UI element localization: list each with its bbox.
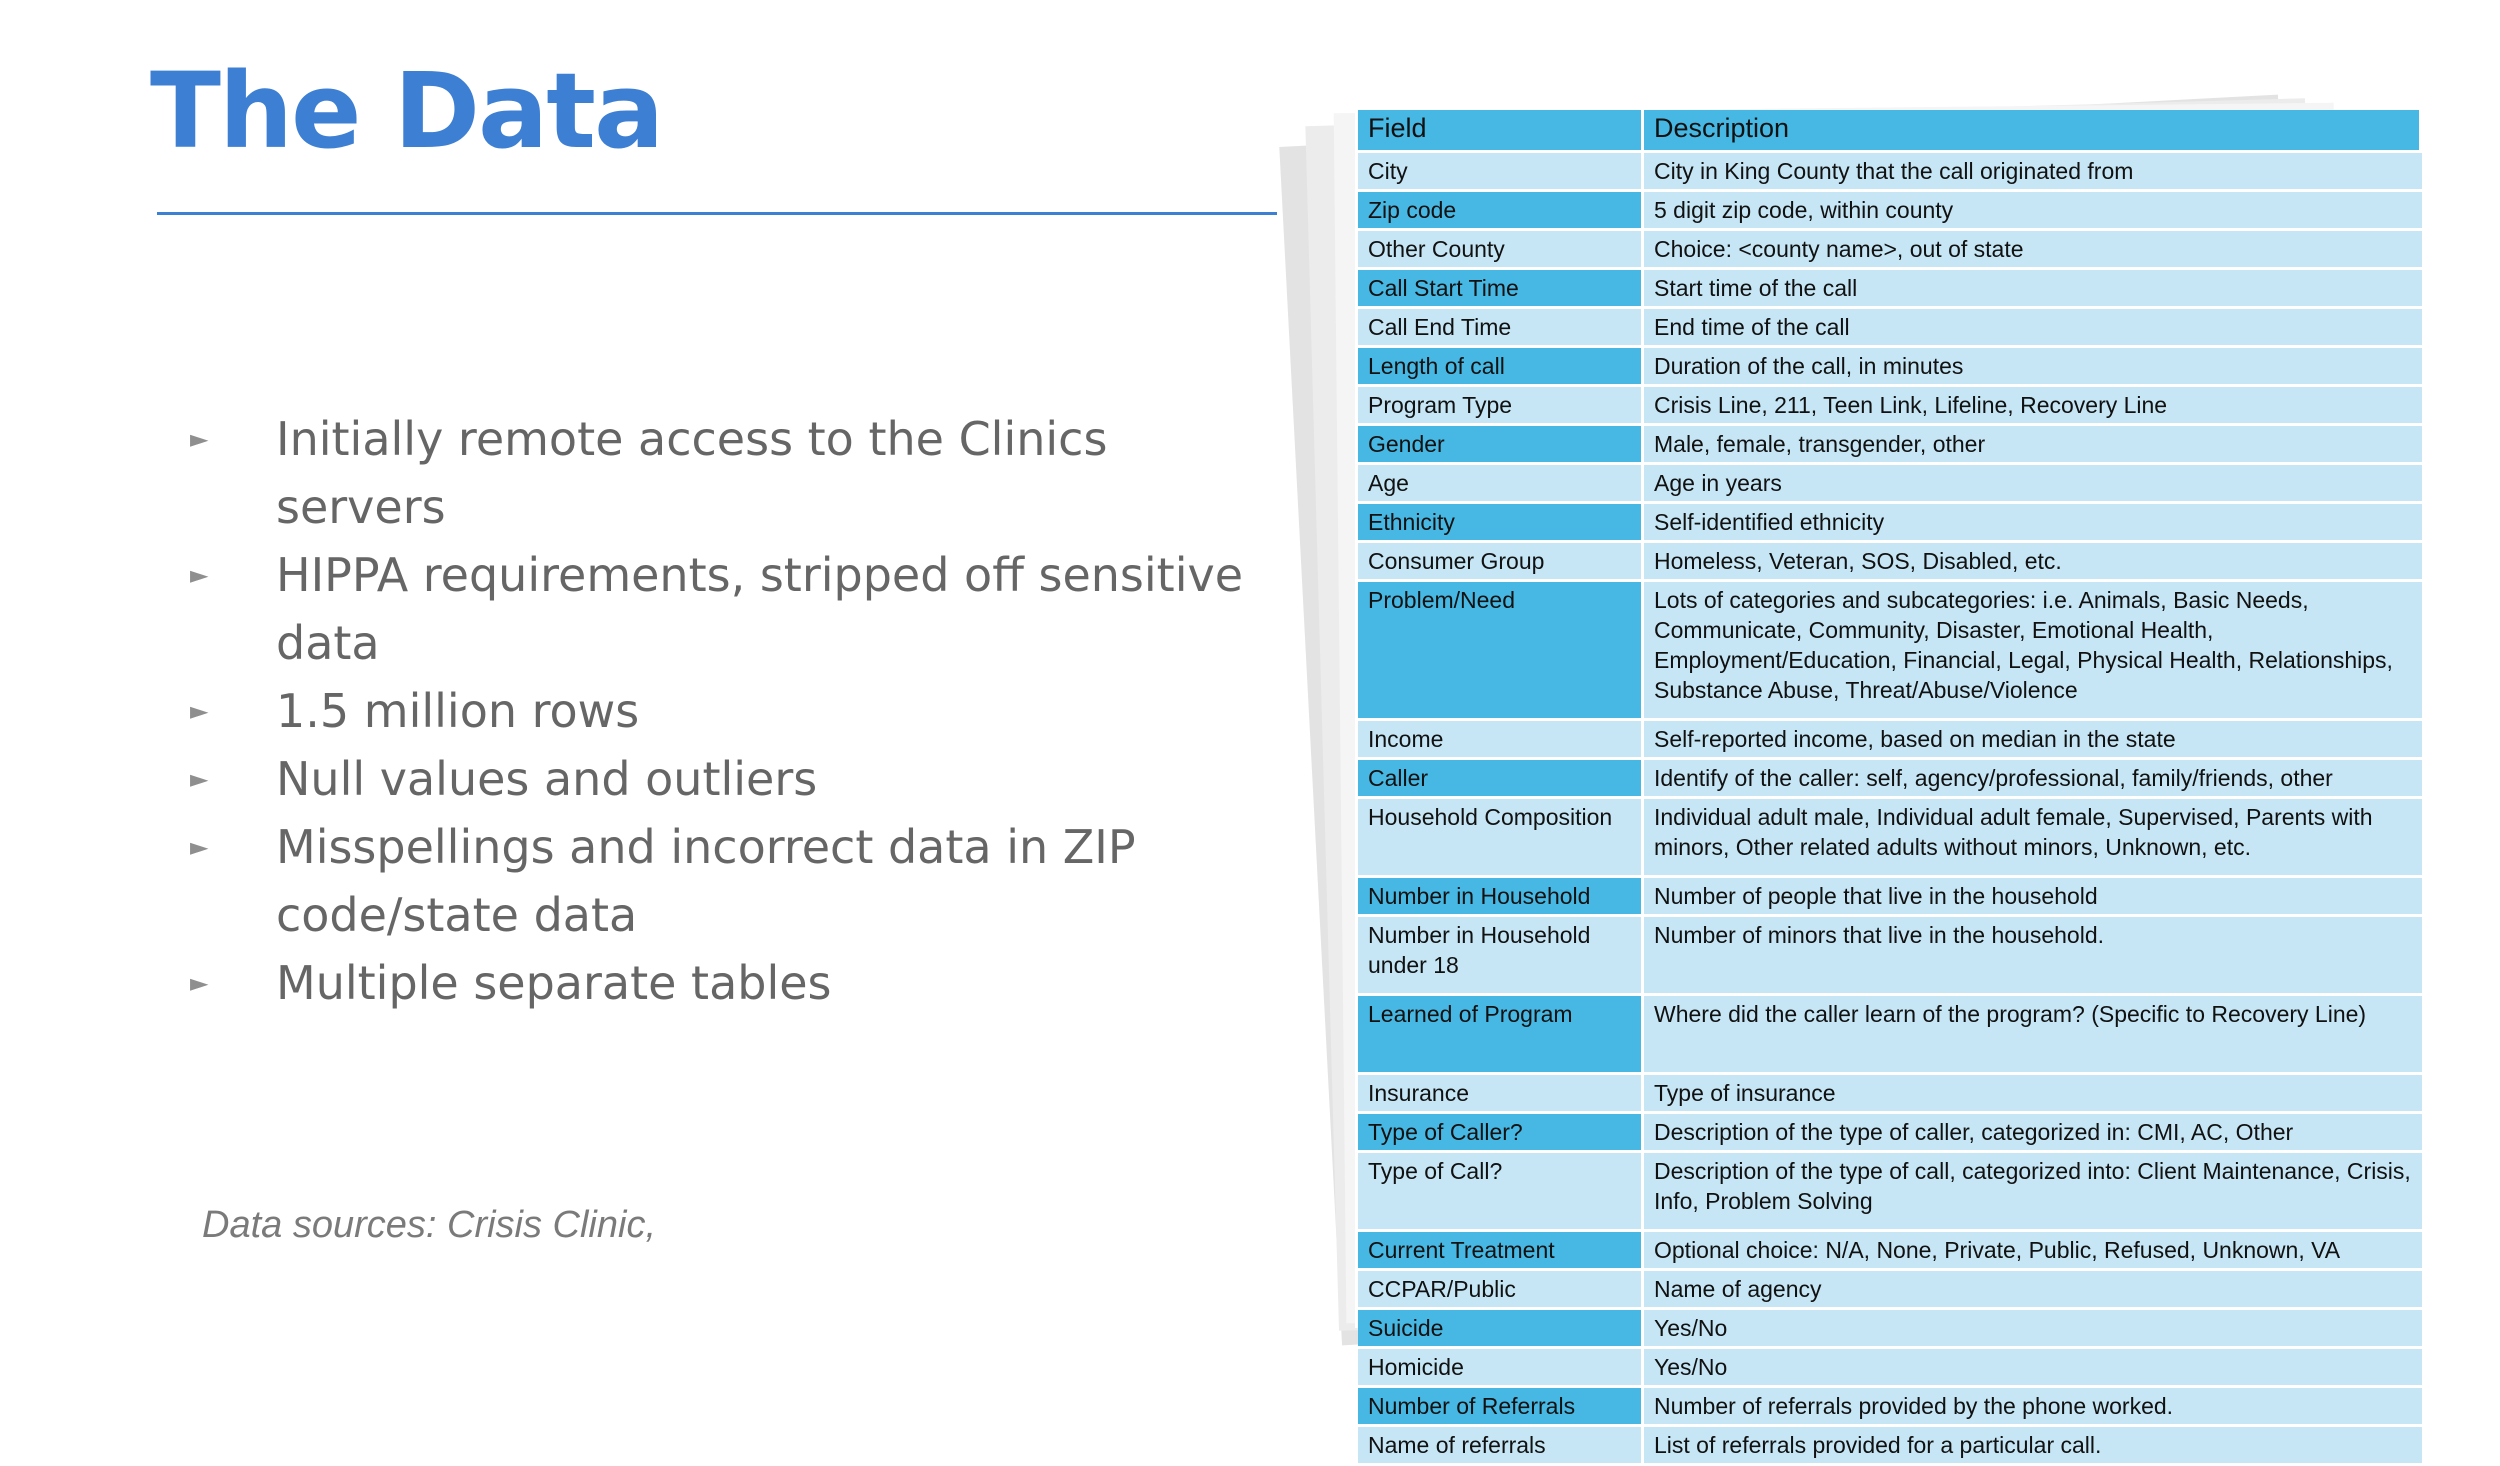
table-row bbox=[1358, 996, 2422, 1075]
table-row bbox=[1358, 543, 2422, 582]
field-name-cell: Income bbox=[1358, 721, 1644, 760]
field-name-cell: Number in Household bbox=[1358, 878, 1644, 917]
table-row bbox=[1358, 1349, 2422, 1388]
table-row bbox=[1358, 309, 2422, 348]
table-row bbox=[1358, 760, 2422, 799]
bullet-item: ► 1.5 million rows bbox=[190, 677, 1250, 745]
triangle-bullet-icon: ► bbox=[190, 561, 209, 589]
table-row bbox=[1358, 582, 2422, 721]
triangle-bullet-icon: ► bbox=[190, 425, 209, 453]
field-name-cell: Current Treatment bbox=[1358, 1232, 1644, 1271]
field-name-cell: Ethnicity bbox=[1358, 504, 1644, 543]
field-name-cell: Age bbox=[1358, 465, 1644, 504]
table-row bbox=[1358, 1427, 2422, 1466]
field-name-cell: City bbox=[1358, 153, 1644, 192]
field-description-cell: Lots of categories and subcategories: i.e. Animals, Basic Needs, Communicate, Community, Disaster, Emotional Health, Employment/Education, Financial, Legal, Physical Health, Relationships, Substance Abuse, Threat/Abuse/Violence bbox=[1644, 582, 2422, 721]
data-source-note: Data sources: Crisis Clinic, bbox=[202, 1204, 656, 1246]
field-description-cell: City in King County that the call originated from bbox=[1644, 153, 2422, 192]
field-description-cell: Homeless, Veteran, SOS, Disabled, etc. bbox=[1644, 543, 2422, 582]
field-name-cell: Number in Household under 18 bbox=[1358, 917, 1644, 996]
field-name-cell: Name of referrals bbox=[1358, 1427, 1644, 1466]
field-name-cell: Program Type bbox=[1358, 387, 1644, 426]
triangle-bullet-icon: ► bbox=[190, 833, 209, 861]
bullet-item: ► Multiple separate tables bbox=[190, 949, 1250, 1017]
slide-title: The Data bbox=[150, 50, 663, 172]
header-field: Field bbox=[1358, 110, 1644, 153]
field-description-cell: Description of the type of call, categorized into: Client Maintenance, Crisis, Info, Problem Solving bbox=[1644, 1153, 2422, 1232]
field-description-cell: Identify of the caller: self, agency/professional, family/friends, other bbox=[1644, 760, 2422, 799]
bullet-list bbox=[190, 405, 1250, 1017]
field-name-cell: Insurance bbox=[1358, 1075, 1644, 1114]
field-description-cell: End time of the call bbox=[1644, 309, 2422, 348]
table-row bbox=[1358, 153, 2422, 192]
field-description-cell: Number of referrals provided by the phone worked. bbox=[1644, 1388, 2422, 1427]
table-row bbox=[1358, 1075, 2422, 1114]
table-row bbox=[1358, 231, 2422, 270]
field-description-cell: Name of agency bbox=[1644, 1271, 2422, 1310]
table-body bbox=[1358, 153, 2422, 1466]
field-description-cell: Individual adult male, Individual adult female, Supervised, Parents with minors, Other related adults without minors, Unknown, etc. bbox=[1644, 799, 2422, 878]
field-description-table bbox=[1358, 110, 2422, 1466]
table-row bbox=[1358, 426, 2422, 465]
field-description-cell: Type of insurance bbox=[1644, 1075, 2422, 1114]
field-description-cell: Yes/No bbox=[1644, 1349, 2422, 1388]
field-description-cell: Start time of the call bbox=[1644, 270, 2422, 309]
table-row bbox=[1358, 1271, 2422, 1310]
field-description-cell: Male, female, transgender, other bbox=[1644, 426, 2422, 465]
triangle-bullet-icon: ► bbox=[190, 765, 209, 793]
field-name-cell: Length of call bbox=[1358, 348, 1644, 387]
table-row bbox=[1358, 799, 2422, 878]
field-description-cell: Crisis Line, 211, Teen Link, Lifeline, Recovery Line bbox=[1644, 387, 2422, 426]
table-row bbox=[1358, 192, 2422, 231]
field-description-cell: Choice: <county name>, out of state bbox=[1644, 231, 2422, 270]
triangle-bullet-icon: ► bbox=[190, 969, 209, 997]
header-description: Description bbox=[1644, 110, 2422, 153]
table-row bbox=[1358, 1310, 2422, 1349]
field-name-cell: Problem/Need bbox=[1358, 582, 1644, 721]
table-row bbox=[1358, 1153, 2422, 1232]
field-name-cell: CCPAR/Public bbox=[1358, 1271, 1644, 1310]
field-description-cell: Duration of the call, in minutes bbox=[1644, 348, 2422, 387]
triangle-bullet-icon: ► bbox=[190, 697, 209, 725]
field-name-cell: Type of Caller? bbox=[1358, 1114, 1644, 1153]
table-row bbox=[1358, 1388, 2422, 1427]
bullet-item: ► Null values and outliers bbox=[190, 745, 1250, 813]
field-description-cell: Number of people that live in the household bbox=[1644, 878, 2422, 917]
table-row bbox=[1358, 348, 2422, 387]
field-description-cell: List of referrals provided for a particular call. bbox=[1644, 1427, 2422, 1466]
table-row bbox=[1358, 465, 2422, 504]
table-header-row bbox=[1358, 110, 2422, 153]
table-row bbox=[1358, 1114, 2422, 1153]
field-name-cell: Zip code bbox=[1358, 192, 1644, 231]
field-description-cell: Self-reported income, based on median in the state bbox=[1644, 721, 2422, 760]
field-description-cell: Self-identified ethnicity bbox=[1644, 504, 2422, 543]
field-name-cell: Household Composition bbox=[1358, 799, 1644, 878]
field-description-cell: Where did the caller learn of the program? (Specific to Recovery Line) bbox=[1644, 996, 2422, 1075]
field-description-cell: Number of minors that live in the household. bbox=[1644, 917, 2422, 996]
table-row bbox=[1358, 387, 2422, 426]
table-row bbox=[1358, 270, 2422, 309]
field-name-cell: Number of Referrals bbox=[1358, 1388, 1644, 1427]
field-name-cell: Gender bbox=[1358, 426, 1644, 465]
field-name-cell: Call Start Time bbox=[1358, 270, 1644, 309]
field-name-cell: Type of Call? bbox=[1358, 1153, 1644, 1232]
field-table-sheet bbox=[1355, 110, 2425, 1458]
field-description-cell: 5 digit zip code, within county bbox=[1644, 192, 2422, 231]
field-description-cell: Description of the type of caller, categorized in: CMI, AC, Other bbox=[1644, 1114, 2422, 1153]
title-underline bbox=[157, 212, 1277, 215]
bullet-item: ► HIPPA requirements, stripped off sensitive data bbox=[190, 541, 1250, 677]
field-name-cell: Learned of Program bbox=[1358, 996, 1644, 1075]
field-name-cell: Other County bbox=[1358, 231, 1644, 270]
field-description-cell: Age in years bbox=[1644, 465, 2422, 504]
field-description-cell: Yes/No bbox=[1644, 1310, 2422, 1349]
table-row bbox=[1358, 917, 2422, 996]
field-name-cell: Suicide bbox=[1358, 1310, 1644, 1349]
bullet-item: ► Misspellings and incorrect data in ZIP code/state data bbox=[190, 813, 1250, 949]
field-name-cell: Consumer Group bbox=[1358, 543, 1644, 582]
table-row bbox=[1358, 504, 2422, 543]
field-name-cell: Call End Time bbox=[1358, 309, 1644, 348]
table-row bbox=[1358, 878, 2422, 917]
field-description-cell: Optional choice: N/A, None, Private, Public, Refused, Unknown, VA bbox=[1644, 1232, 2422, 1271]
table-row bbox=[1358, 721, 2422, 760]
field-name-cell: Caller bbox=[1358, 760, 1644, 799]
table-row bbox=[1358, 1232, 2422, 1271]
bullet-item: ► Initially remote access to the Clinics servers bbox=[190, 405, 1250, 541]
field-name-cell: Homicide bbox=[1358, 1349, 1644, 1388]
